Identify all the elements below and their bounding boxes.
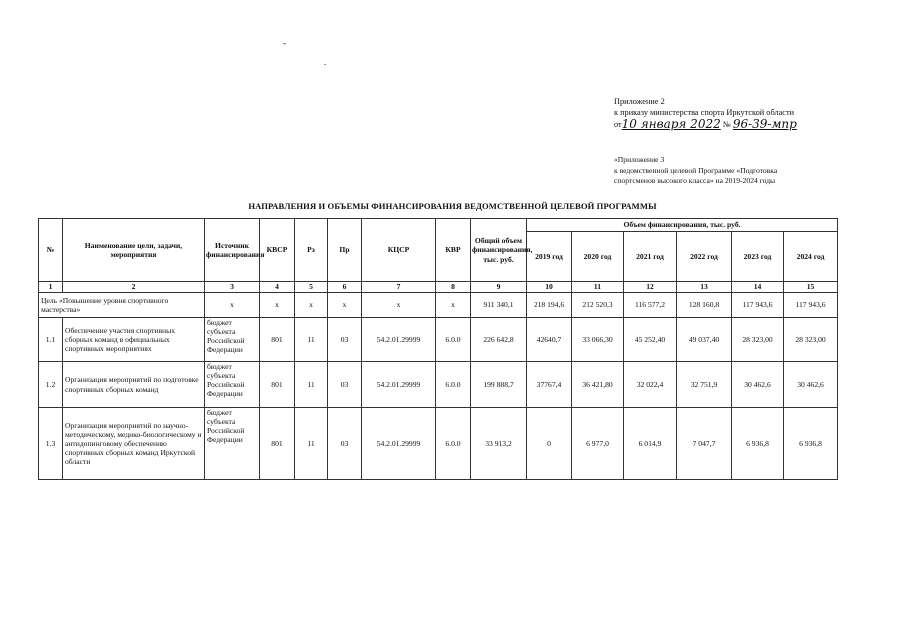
col-number: 9 [471,282,527,293]
appendix3-line-3: спортсменов высокого класса» на 2019-2024 годы [614,176,776,186]
handwritten-number: 96-39-мпр [732,117,797,131]
row-year-value: 37767,4 [527,362,572,408]
header-volume: Объем финансирования, тыс. руб. [527,219,838,232]
row-year-value: 0 [527,408,572,480]
table-row-goal [39,293,838,318]
row-kvr: 6.0.0 [436,318,471,362]
header-total: Общий объем финансирования, тыс. руб. [471,219,527,282]
col-number: 11 [572,282,624,293]
row-year-value: 36 421,80 [572,362,624,408]
handwritten-date: 10 января 2022 [621,117,721,131]
row-year-value: 28 323,00 [784,318,838,362]
appendix-line-2: к приказу министерства спорта Иркутской области [614,107,795,117]
col-number: 4 [260,282,295,293]
row-name: Цель «Повышение уровня спортивного мастерства» [39,293,205,318]
col-number: 13 [677,282,732,293]
row-pr: х [328,293,362,318]
row-rz: 11 [295,408,328,480]
row-year-value: 7 047,7 [677,408,732,480]
row-total: 911 340,1 [471,293,527,318]
col-number: 8 [436,282,471,293]
row-pr: 03 [328,318,362,362]
row-kvsr: 801 [260,362,295,408]
header-kvr: КВР [436,219,471,282]
col-number: 3 [205,282,260,293]
scan-mark-top: - [283,38,286,48]
row-name: Организация мероприятий по научно-методическому, медико-биологическому и антидопинговому обеспечению спортивных сборных команд Иркутской области [63,408,205,480]
row-kvr: х [436,293,471,318]
appendix-order-line [614,118,874,131]
col-number: 14 [732,282,784,293]
row-kvr: 6.0.0 [436,362,471,408]
row-source: бюджет субъекта Российской Федерации [205,408,260,480]
row-total: 226 642,8 [471,318,527,362]
number-label: № [722,120,731,129]
row-name: Организация мероприятий по подготовке спортивных сборных команд [63,362,205,408]
row-year-value: 6 936,8 [784,408,838,480]
row-year-value: 117 943,6 [784,293,838,318]
header-kvsr: КВСР [260,219,295,282]
row-total: 33 913,2 [471,408,527,480]
table-row [39,408,838,480]
row-year-value: 6 977,0 [572,408,624,480]
row-num: 1.2 [39,362,63,408]
row-year-value: 33 066,30 [572,318,624,362]
row-year-value: 42640,7 [527,318,572,362]
row-year-value: 212 520,3 [572,293,624,318]
row-year-value: 32 751,9 [677,362,732,408]
col-number: 1 [39,282,63,293]
col-number: 7 [362,282,436,293]
row-kcsr: х [362,293,436,318]
row-kvsr: 801 [260,318,295,362]
appendix3-line-2: к ведомственной целевой Программе «Подготовка [614,165,778,175]
row-year-value: 218 194,6 [527,293,572,318]
row-source: х [205,293,260,318]
header-pr: Пр [328,219,362,282]
row-pr: 03 [328,362,362,408]
row-kvsr: х [260,293,295,318]
from-label: от [614,120,622,129]
header-name: Наименование цели, задачи, мероприятия [63,219,205,282]
row-year-value: 32 022,4 [624,362,677,408]
row-kcsr: 54.2.01.29999 [362,318,436,362]
row-year-value: 30 462,6 [784,362,838,408]
row-year-value: 45 252,40 [624,318,677,362]
financing-table [38,218,838,480]
header-year: 2024 год [784,232,838,282]
row-rz: 11 [295,318,328,362]
row-name: Обеспечение участия спортивных сборных команд в официальных спортивных мероприятиях [63,318,205,362]
row-num: 1.1 [39,318,63,362]
row-year-value: 6 014,9 [624,408,677,480]
header-source: Источник финансирования [205,219,260,282]
col-number: 12 [624,282,677,293]
row-rz: х [295,293,328,318]
document-title: НАПРАВЛЕНИЯ И ОБЪЕМЫ ФИНАНСИРОВАНИЯ ВЕДОМСТВЕННОЙ ЦЕЛЕВОЙ ПРОГРАММЫ [248,201,657,211]
appendix3-line-1: «Приложение 3 [614,155,665,164]
col-number: 15 [784,282,838,293]
appendix3-header [614,155,874,187]
col-number: 10 [527,282,572,293]
row-year-value: 117 943,6 [732,293,784,318]
table-row [39,362,838,408]
row-total: 199 888,7 [471,362,527,408]
appendix-header [614,97,874,131]
scan-mark-mid: . [324,57,327,67]
row-pr: 03 [328,408,362,480]
row-kvsr: 801 [260,408,295,480]
header-year: 2023 год [732,232,784,282]
row-source: бюджет субъекта Российской Федерации [205,318,260,362]
row-kcsr: 54.2.01.29999 [362,408,436,480]
header-year: 2022 год [677,232,732,282]
row-rz: 11 [295,362,328,408]
table-row [39,318,838,362]
row-year-value: 30 462,6 [732,362,784,408]
header-year: 2020 год [572,232,624,282]
row-kvr: 6.0.0 [436,408,471,480]
row-year-value: 116 577,2 [624,293,677,318]
row-year-value: 128 160,8 [677,293,732,318]
row-num: 1.3 [39,408,63,480]
col-number: 2 [63,282,205,293]
appendix-line-1: Приложение 2 [614,97,665,106]
col-number: 5 [295,282,328,293]
row-year-value: 49 037,40 [677,318,732,362]
row-year-value: 6 936,8 [732,408,784,480]
col-number: 6 [328,282,362,293]
header-year: 2021 год [624,232,677,282]
row-source: бюджет субъекта Российской Федерации [205,362,260,408]
row-kcsr: 54.2.01.29999 [362,362,436,408]
header-rz: Рз [295,219,328,282]
header-num: № [39,219,63,282]
header-year: 2019 год [527,232,572,282]
row-year-value: 28 323,00 [732,318,784,362]
header-kcsr: КЦСР [362,219,436,282]
